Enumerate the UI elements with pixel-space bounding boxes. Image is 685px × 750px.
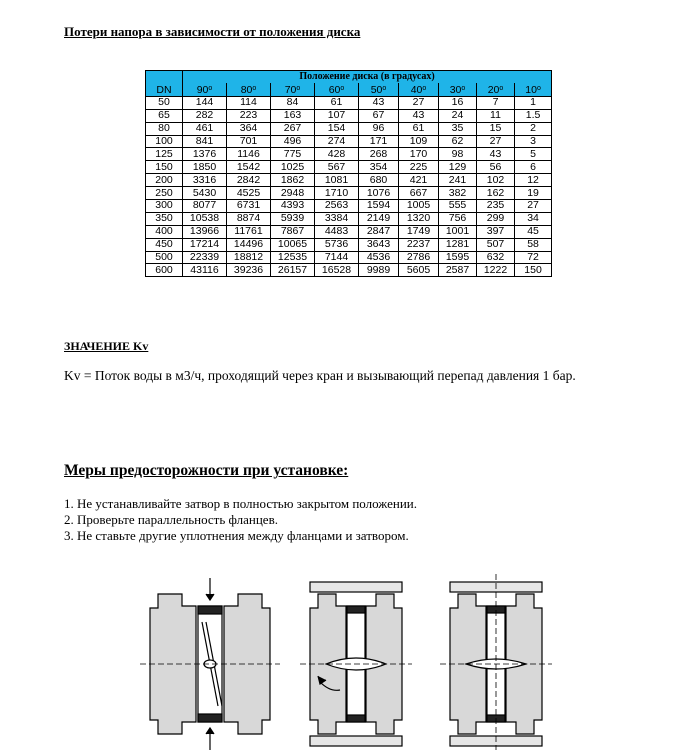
value-cell: 5939 (271, 212, 315, 225)
value-cell: 4536 (359, 251, 399, 264)
value-cell: 170 (399, 148, 439, 161)
table-row (146, 200, 552, 213)
value-cell: 17214 (183, 238, 227, 251)
value-cell: 235 (477, 200, 515, 213)
degree-symbol: o (461, 84, 466, 92)
value-cell: 299 (477, 212, 515, 225)
table-row (146, 212, 552, 225)
dn-header: DN (146, 71, 183, 97)
value-cell: 7867 (271, 225, 315, 238)
dn-cell: 80 (146, 122, 183, 135)
value-cell: 1542 (227, 161, 271, 174)
degree-symbol: o (208, 84, 213, 92)
value-cell: 1222 (477, 264, 515, 277)
value-cell: 680 (359, 174, 399, 187)
value-cell: 1.5 (515, 109, 552, 122)
value-cell: 667 (399, 187, 439, 200)
value-cell: 1862 (271, 174, 315, 187)
dn-cell: 300 (146, 200, 183, 213)
dn-cell: 125 (146, 148, 183, 161)
value-cell: 2948 (271, 187, 315, 200)
value-cell: 162 (477, 187, 515, 200)
value-cell: 67 (359, 109, 399, 122)
value-cell: 5430 (183, 187, 227, 200)
value-cell: 39236 (227, 264, 271, 277)
value-cell: 19 (515, 187, 552, 200)
dn-cell: 65 (146, 109, 183, 122)
degree-header-70 (271, 83, 315, 97)
valve-drawing-open (140, 578, 280, 750)
value-cell: 7144 (315, 251, 359, 264)
table-row (146, 161, 552, 174)
value-cell: 507 (477, 238, 515, 251)
value-cell: 1025 (271, 161, 315, 174)
list-item: 3. Не ставьте другие уплотнения между фланцами и затвором. (64, 528, 409, 543)
precautions-list (64, 496, 417, 544)
value-cell: 16528 (315, 264, 359, 277)
value-cell: 2 (515, 122, 552, 135)
value-cell: 267 (271, 122, 315, 135)
value-cell: 107 (315, 109, 359, 122)
value-cell: 12 (515, 174, 552, 187)
degree-header-30 (439, 83, 477, 97)
value-cell: 8874 (227, 212, 271, 225)
value-cell: 268 (359, 148, 399, 161)
degree-header-20 (477, 83, 515, 97)
degree-symbol: o (382, 84, 387, 92)
head-loss-table (145, 70, 552, 277)
value-cell: 2842 (227, 174, 271, 187)
valve-drawing-parallel (300, 582, 412, 746)
degree-header-row (146, 83, 552, 97)
value-cell: 567 (315, 161, 359, 174)
disc-position-header: Положение диска (в градусах) (183, 71, 552, 83)
degree-symbol: o (252, 84, 257, 92)
list-item: 2. Проверьте параллельность фланцев. (64, 512, 278, 527)
degree-value: 90 (196, 83, 209, 96)
valve-drawing-bolted (440, 574, 552, 750)
value-cell: 18812 (227, 251, 271, 264)
table-row (146, 109, 552, 122)
value-cell: 1146 (227, 148, 271, 161)
value-cell: 13966 (183, 225, 227, 238)
value-cell: 109 (399, 135, 439, 148)
table-row (146, 135, 552, 148)
value-cell: 3643 (359, 238, 399, 251)
value-cell: 1 (515, 96, 552, 109)
table-row (146, 96, 552, 109)
value-cell: 354 (359, 161, 399, 174)
value-cell: 364 (227, 122, 271, 135)
value-cell: 382 (439, 187, 477, 200)
value-cell: 22339 (183, 251, 227, 264)
value-cell: 223 (227, 109, 271, 122)
degree-value: 30 (449, 83, 462, 96)
value-cell: 26157 (271, 264, 315, 277)
value-cell: 61 (315, 96, 359, 109)
degree-header-60 (315, 83, 359, 97)
value-cell: 144 (183, 96, 227, 109)
value-cell: 27 (477, 135, 515, 148)
value-cell: 58 (515, 238, 552, 251)
value-cell: 12535 (271, 251, 315, 264)
value-cell: 96 (359, 122, 399, 135)
degree-symbol: o (422, 84, 427, 92)
table-row (146, 174, 552, 187)
value-cell: 15 (477, 122, 515, 135)
value-cell: 45 (515, 225, 552, 238)
dn-cell: 600 (146, 264, 183, 277)
degree-value: 60 (328, 83, 341, 96)
degree-symbol: o (340, 84, 345, 92)
value-cell: 43 (477, 148, 515, 161)
value-cell: 62 (439, 135, 477, 148)
value-cell: 34 (515, 212, 552, 225)
value-cell: 43116 (183, 264, 227, 277)
value-cell: 1076 (359, 187, 399, 200)
value-cell: 1001 (439, 225, 477, 238)
dn-cell: 400 (146, 225, 183, 238)
degree-symbol: o (296, 84, 301, 92)
table-row (146, 148, 552, 161)
dn-cell: 150 (146, 161, 183, 174)
degree-value: 70 (284, 83, 297, 96)
degree-value: 50 (370, 83, 383, 96)
value-cell: 5 (515, 148, 552, 161)
value-cell: 114 (227, 96, 271, 109)
value-cell: 150 (515, 264, 552, 277)
value-cell: 10065 (271, 238, 315, 251)
value-cell: 24 (439, 109, 477, 122)
table-row (146, 238, 552, 251)
value-cell: 8077 (183, 200, 227, 213)
value-cell: 1594 (359, 200, 399, 213)
degree-value: 20 (487, 83, 500, 96)
dn-cell: 500 (146, 251, 183, 264)
dn-cell: 50 (146, 96, 183, 109)
dn-cell: 100 (146, 135, 183, 148)
degree-header-10 (515, 83, 552, 97)
value-cell: 496 (271, 135, 315, 148)
table-row (146, 264, 552, 277)
value-cell: 14496 (227, 238, 271, 251)
table-row (146, 122, 552, 135)
value-cell: 4393 (271, 200, 315, 213)
value-cell: 3 (515, 135, 552, 148)
value-cell: 1005 (399, 200, 439, 213)
value-cell: 225 (399, 161, 439, 174)
value-cell: 282 (183, 109, 227, 122)
value-cell: 632 (477, 251, 515, 264)
value-cell: 102 (477, 174, 515, 187)
value-cell: 1081 (315, 174, 359, 187)
value-cell: 5605 (399, 264, 439, 277)
value-cell: 1376 (183, 148, 227, 161)
value-cell: 154 (315, 122, 359, 135)
value-cell: 16 (439, 96, 477, 109)
value-cell: 171 (359, 135, 399, 148)
installation-drawings (140, 570, 560, 750)
value-cell: 3316 (183, 174, 227, 187)
value-cell: 4483 (315, 225, 359, 238)
degree-header-80 (227, 83, 271, 97)
value-cell: 72 (515, 251, 552, 264)
value-cell: 461 (183, 122, 227, 135)
value-cell: 11761 (227, 225, 271, 238)
degree-header-90 (183, 83, 227, 97)
degree-header-40 (399, 83, 439, 97)
value-cell: 56 (477, 161, 515, 174)
degree-symbol: o (499, 84, 504, 92)
value-cell: 11 (477, 109, 515, 122)
value-cell: 397 (477, 225, 515, 238)
value-cell: 35 (439, 122, 477, 135)
value-cell: 1320 (399, 212, 439, 225)
value-cell: 3384 (315, 212, 359, 225)
degree-symbol: o (536, 84, 541, 92)
value-cell: 5736 (315, 238, 359, 251)
value-cell: 7 (477, 96, 515, 109)
value-cell: 274 (315, 135, 359, 148)
value-cell: 2237 (399, 238, 439, 251)
value-cell: 756 (439, 212, 477, 225)
table-row (146, 187, 552, 200)
value-cell: 2786 (399, 251, 439, 264)
degree-value: 10 (525, 83, 537, 96)
value-cell: 775 (271, 148, 315, 161)
heading-head-loss: Потери напора в зависимости от положения диска (64, 24, 361, 39)
value-cell: 98 (439, 148, 477, 161)
value-cell: 1595 (439, 251, 477, 264)
dn-cell: 450 (146, 238, 183, 251)
value-cell: 61 (399, 122, 439, 135)
value-cell: 241 (439, 174, 477, 187)
value-cell: 2587 (439, 264, 477, 277)
value-cell: 10538 (183, 212, 227, 225)
value-cell: 129 (439, 161, 477, 174)
value-cell: 27 (515, 200, 552, 213)
degree-value: 80 (240, 83, 253, 96)
dn-cell: 200 (146, 174, 183, 187)
value-cell: 4525 (227, 187, 271, 200)
value-cell: 1710 (315, 187, 359, 200)
value-cell: 27 (399, 96, 439, 109)
value-cell: 6 (515, 161, 552, 174)
table-row (146, 225, 552, 238)
value-cell: 421 (399, 174, 439, 187)
value-cell: 2563 (315, 200, 359, 213)
list-item: 1. Не устанавливайте затвор в полностью закрытом положении. (64, 496, 417, 511)
value-cell: 841 (183, 135, 227, 148)
value-cell: 9989 (359, 264, 399, 277)
value-cell: 6731 (227, 200, 271, 213)
kv-heading: ЗНАЧЕНИЕ Kv (64, 339, 149, 353)
value-cell: 701 (227, 135, 271, 148)
dn-cell: 250 (146, 187, 183, 200)
value-cell: 1850 (183, 161, 227, 174)
value-cell: 555 (439, 200, 477, 213)
value-cell: 1281 (439, 238, 477, 251)
value-cell: 2847 (359, 225, 399, 238)
value-cell: 84 (271, 96, 315, 109)
value-cell: 428 (315, 148, 359, 161)
degree-header-50 (359, 83, 399, 97)
value-cell: 43 (359, 96, 399, 109)
table-body (146, 96, 552, 276)
value-cell: 163 (271, 109, 315, 122)
value-cell: 2149 (359, 212, 399, 225)
table-row (146, 251, 552, 264)
kv-definition: Kv = Поток воды в м3/ч, проходящий через кран и вызывающий перепад давления 1 бар. (64, 368, 576, 383)
value-cell: 1749 (399, 225, 439, 238)
precautions-title: Меры предосторожности при установке: (64, 462, 349, 479)
dn-cell: 350 (146, 212, 183, 225)
value-cell: 43 (399, 109, 439, 122)
degree-value: 40 (410, 83, 423, 96)
